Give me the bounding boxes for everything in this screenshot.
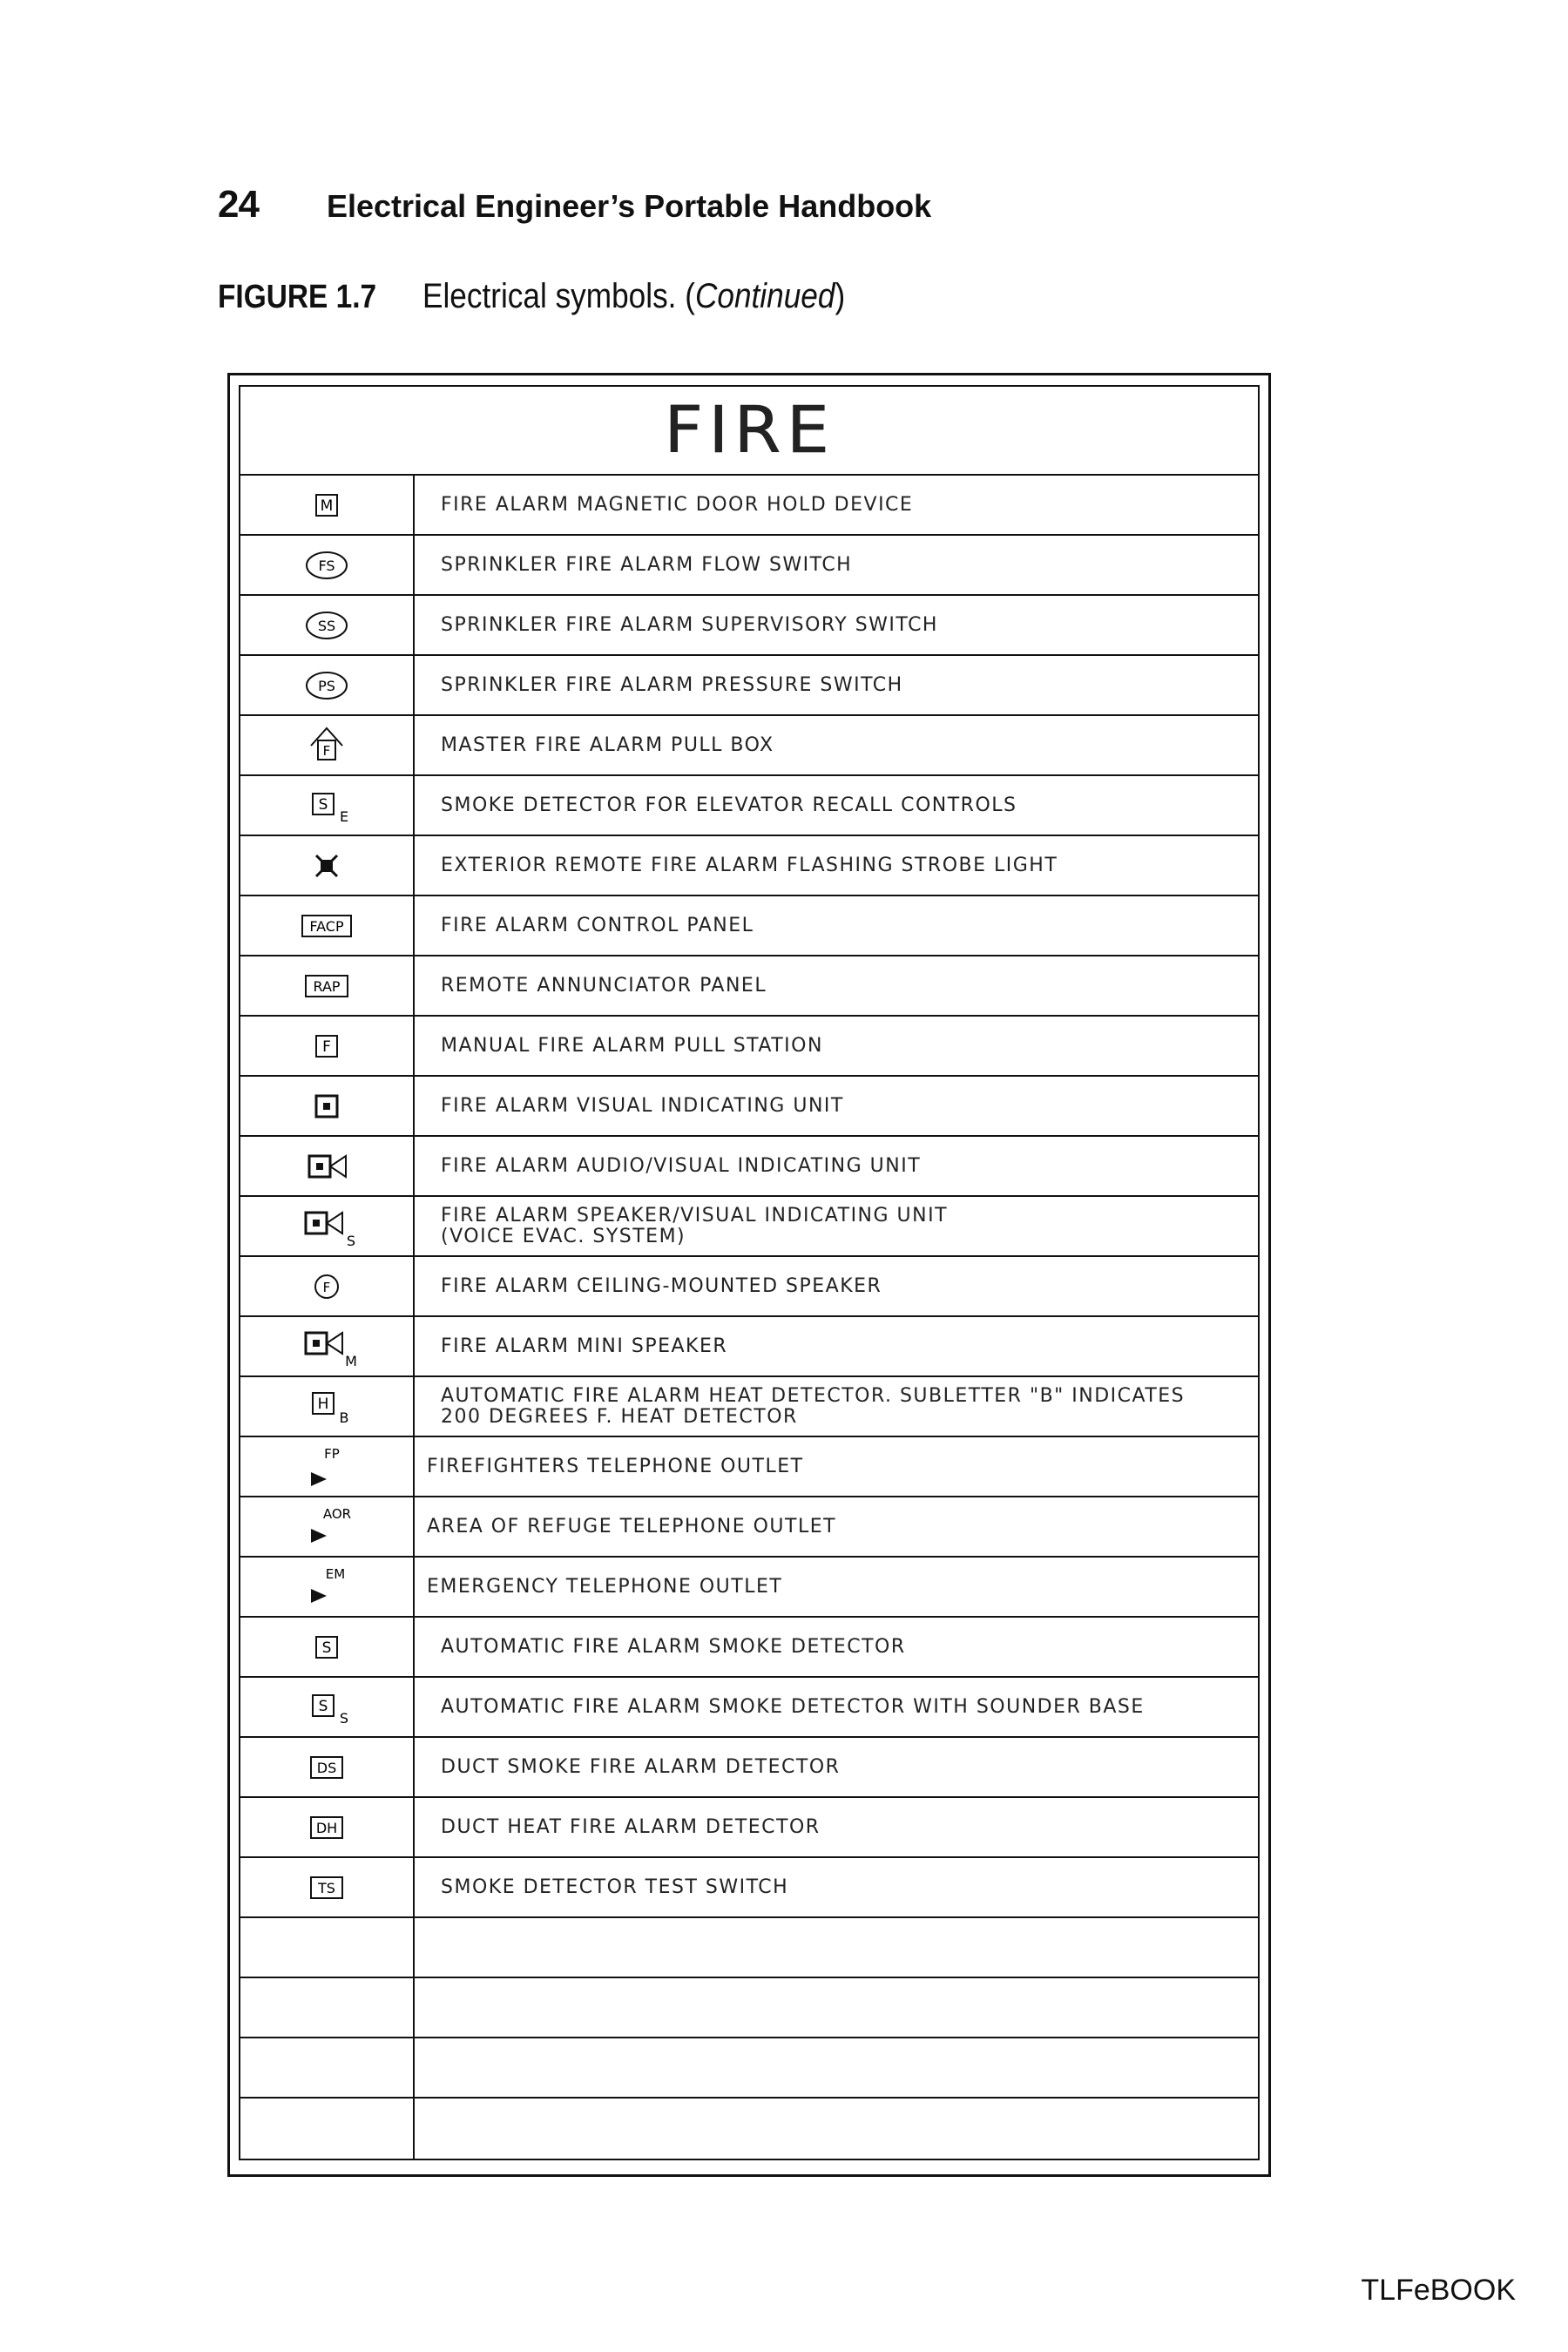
table-row bbox=[240, 656, 1258, 716]
table-row bbox=[240, 716, 1258, 776]
symbol-cell bbox=[240, 1678, 415, 1736]
duct-heat-detector-icon bbox=[274, 1803, 379, 1852]
description-line: FIRE ALARM SPEAKER/VISUAL INDICATING UNIT bbox=[441, 1204, 949, 1227]
svg-text:E: E bbox=[339, 808, 349, 825]
symbol-description: EXTERIOR REMOTE FIRE ALARM FLASHING STROBE LIGHT bbox=[441, 854, 1058, 876]
svg-text:F: F bbox=[322, 1279, 331, 1295]
table-row bbox=[240, 1798, 1258, 1858]
table-row bbox=[240, 896, 1258, 956]
empty-table-row bbox=[240, 1978, 1258, 2038]
table-row bbox=[240, 1017, 1258, 1077]
symbol-cell bbox=[240, 1798, 415, 1856]
symbol-description bbox=[415, 1918, 1258, 1977]
symbol-cell bbox=[240, 836, 415, 895]
symbol-cell bbox=[240, 1137, 415, 1195]
symbol-description: FIRE ALARM VISUAL INDICATING UNIT bbox=[441, 1094, 844, 1117]
figure-text-main: Electrical symbols. ( bbox=[422, 277, 695, 315]
symbol-table bbox=[239, 385, 1260, 2160]
svg-text:AOR: AOR bbox=[322, 1505, 352, 1522]
svg-text:M: M bbox=[320, 497, 334, 515]
symbol-cell bbox=[240, 896, 415, 955]
symbol-description: MASTER FIRE ALARM PULL BOX bbox=[441, 733, 774, 756]
table-row bbox=[240, 1257, 1258, 1317]
symbol-description: FIRE ALARM AUDIO/VISUAL INDICATING UNIT bbox=[441, 1154, 922, 1177]
table-row bbox=[240, 1377, 1258, 1437]
pressure-switch-icon bbox=[274, 661, 379, 710]
svg-text:EM: EM bbox=[325, 1565, 346, 1582]
symbol-cell bbox=[240, 2038, 415, 2097]
symbol-description: MANUAL FIRE ALARM PULL STATION bbox=[441, 1034, 823, 1057]
table-row bbox=[240, 1437, 1258, 1497]
svg-text:TS: TS bbox=[318, 1879, 335, 1896]
audio-visual-unit-icon bbox=[274, 1142, 379, 1191]
facp-icon bbox=[274, 902, 379, 950]
book-title: Electrical Engineer’s Portable Handbook bbox=[327, 188, 932, 224]
svg-text:DH: DH bbox=[315, 1819, 338, 1836]
symbol-cell bbox=[240, 656, 415, 714]
symbol-description bbox=[415, 2038, 1258, 2097]
symbol-cell bbox=[240, 1497, 415, 1556]
symbol-cell bbox=[240, 2099, 415, 2159]
visual-unit-icon bbox=[274, 1082, 379, 1131]
symbol-cell bbox=[240, 1978, 415, 2037]
table-row bbox=[240, 1558, 1258, 1618]
symbol-cell bbox=[240, 1618, 415, 1676]
rap-icon bbox=[274, 962, 379, 1010]
strobe-light-icon bbox=[274, 841, 379, 890]
svg-text:S: S bbox=[321, 1639, 332, 1657]
table-row bbox=[240, 776, 1258, 836]
symbol-cell bbox=[240, 1197, 415, 1255]
svg-text:F: F bbox=[322, 1037, 331, 1056]
mini-speaker-icon bbox=[274, 1322, 379, 1371]
symbol-description: SPRINKLER FIRE ALARM PRESSURE SWITCH bbox=[441, 673, 903, 696]
symbol-cell bbox=[240, 1437, 415, 1496]
symbol-description: DUCT HEAT FIRE ALARM DETECTOR bbox=[441, 1815, 821, 1838]
symbol-description: FIRE ALARM MAGNETIC DOOR HOLD DEVICE bbox=[441, 493, 914, 516]
svg-text:M: M bbox=[345, 1352, 357, 1369]
svg-text:FACP: FACP bbox=[309, 917, 344, 935]
description-line: AUTOMATIC FIRE ALARM HEAT DETECTOR. SUBLETTER "B" INDICATES bbox=[441, 1384, 1186, 1407]
symbol-cell bbox=[240, 1077, 415, 1135]
description-line: 200 DEGREES F. HEAT DETECTOR bbox=[441, 1405, 798, 1428]
svg-text:SS: SS bbox=[317, 617, 336, 634]
test-switch-icon bbox=[274, 1863, 379, 1912]
svg-text:FP: FP bbox=[324, 1445, 340, 1462]
smoke-detector-icon bbox=[274, 1623, 379, 1672]
table-row bbox=[240, 836, 1258, 896]
symbol-cell bbox=[240, 536, 415, 594]
table-row bbox=[240, 1137, 1258, 1197]
symbol-cell bbox=[240, 1257, 415, 1315]
smoke-detector-elevator-icon bbox=[274, 781, 379, 830]
symbol-cell bbox=[240, 596, 415, 654]
symbol-description: SMOKE DETECTOR FOR ELEVATOR RECALL CONTROLS bbox=[441, 794, 1017, 816]
symbol-description: FIREFIGHTERS TELEPHONE OUTLET bbox=[427, 1455, 804, 1477]
firefighters-telephone-icon bbox=[274, 1443, 379, 1491]
supervisory-switch-icon bbox=[274, 601, 379, 650]
symbol-cell bbox=[240, 1738, 415, 1796]
symbol-description: FIRE ALARM CONTROL PANEL bbox=[441, 914, 754, 936]
manual-pull-station-icon bbox=[274, 1022, 379, 1071]
symbol-description: AUTOMATIC FIRE ALARM SMOKE DETECTOR bbox=[441, 1635, 906, 1658]
svg-text:S: S bbox=[318, 1697, 328, 1715]
duct-smoke-detector-icon bbox=[274, 1743, 379, 1792]
symbol-description: AUTOMATIC FIRE ALARM SMOKE DETECTOR WITH SOUNDER BASE bbox=[441, 1695, 1145, 1718]
table-title: FIRE bbox=[664, 393, 835, 468]
table-row bbox=[240, 1497, 1258, 1558]
empty-table-row bbox=[240, 2038, 1258, 2099]
symbol-cell bbox=[240, 1317, 415, 1375]
ceiling-speaker-icon bbox=[274, 1262, 379, 1311]
svg-text:S: S bbox=[339, 1709, 349, 1727]
svg-text:PS: PS bbox=[318, 677, 335, 694]
figure-caption bbox=[218, 277, 902, 329]
table-title-row bbox=[240, 387, 1258, 476]
empty-table-row bbox=[240, 2099, 1258, 2159]
description-line: (VOICE EVAC. SYSTEM) bbox=[441, 1225, 686, 1247]
speaker-visual-unit-icon bbox=[274, 1202, 379, 1251]
symbol-cell bbox=[240, 776, 415, 835]
table-row bbox=[240, 1858, 1258, 1918]
smoke-detector-sounder-icon bbox=[274, 1683, 379, 1732]
flow-switch-icon bbox=[274, 541, 379, 590]
symbol-cell bbox=[240, 1858, 415, 1916]
symbol-description bbox=[415, 1377, 1258, 1436]
symbol-cell bbox=[240, 716, 415, 774]
svg-text:S: S bbox=[346, 1232, 356, 1249]
symbol-description: REMOTE ANNUNCIATOR PANEL bbox=[441, 974, 767, 997]
symbol-cell bbox=[240, 956, 415, 1015]
table-row bbox=[240, 476, 1258, 536]
heat-detector-icon bbox=[274, 1382, 379, 1431]
svg-text:DS: DS bbox=[316, 1759, 337, 1776]
table-row bbox=[240, 1618, 1258, 1678]
symbol-cell bbox=[240, 476, 415, 534]
figure-label: FIGURE 1.7 bbox=[218, 279, 377, 315]
figure-text-continued: Continued bbox=[694, 277, 835, 315]
svg-text:F: F bbox=[322, 742, 331, 759]
figure-text bbox=[422, 277, 845, 316]
area-refuge-telephone-icon bbox=[274, 1503, 379, 1551]
empty-table-row bbox=[240, 1918, 1258, 1978]
symbol-description: FIRE ALARM MINI SPEAKER bbox=[441, 1335, 728, 1357]
running-head bbox=[218, 183, 931, 235]
magnetic-door-hold-icon bbox=[274, 481, 379, 530]
symbol-description: EMERGENCY TELEPHONE OUTLET bbox=[427, 1575, 783, 1598]
table-row bbox=[240, 1678, 1258, 1738]
symbol-cell bbox=[240, 1017, 415, 1075]
table-row bbox=[240, 1197, 1258, 1257]
symbol-description bbox=[415, 1197, 1258, 1255]
table-row bbox=[240, 956, 1258, 1017]
symbol-description: SMOKE DETECTOR TEST SWITCH bbox=[441, 1876, 789, 1898]
svg-text:B: B bbox=[339, 1409, 349, 1426]
svg-text:H: H bbox=[317, 1395, 329, 1413]
symbol-description: AREA OF REFUGE TELEPHONE OUTLET bbox=[427, 1515, 837, 1538]
table-row bbox=[240, 1738, 1258, 1798]
svg-text:FS: FS bbox=[318, 557, 335, 574]
emergency-telephone-icon bbox=[274, 1563, 379, 1612]
page-number: 24 bbox=[218, 183, 259, 226]
figure-text-close: ) bbox=[835, 277, 846, 315]
symbol-description: SPRINKLER FIRE ALARM FLOW SWITCH bbox=[441, 553, 853, 576]
table-row bbox=[240, 1077, 1258, 1137]
symbol-description: DUCT SMOKE FIRE ALARM DETECTOR bbox=[441, 1755, 841, 1778]
symbol-description: SPRINKLER FIRE ALARM SUPERVISORY SWITCH bbox=[441, 613, 938, 636]
table-row bbox=[240, 596, 1258, 656]
footer-watermark: TLFeBOOK bbox=[1361, 2274, 1516, 2307]
symbol-cell bbox=[240, 1377, 415, 1436]
symbol-cell bbox=[240, 1558, 415, 1616]
table-row bbox=[240, 1317, 1258, 1377]
svg-text:S: S bbox=[318, 795, 328, 814]
master-pull-box-icon bbox=[274, 721, 379, 770]
table-row bbox=[240, 536, 1258, 596]
symbol-cell bbox=[240, 1918, 415, 1977]
symbol-description bbox=[415, 1978, 1258, 2037]
svg-text:RAP: RAP bbox=[313, 977, 341, 995]
symbol-description bbox=[415, 2099, 1258, 2159]
symbol-description: FIRE ALARM CEILING-MOUNTED SPEAKER bbox=[441, 1274, 882, 1297]
